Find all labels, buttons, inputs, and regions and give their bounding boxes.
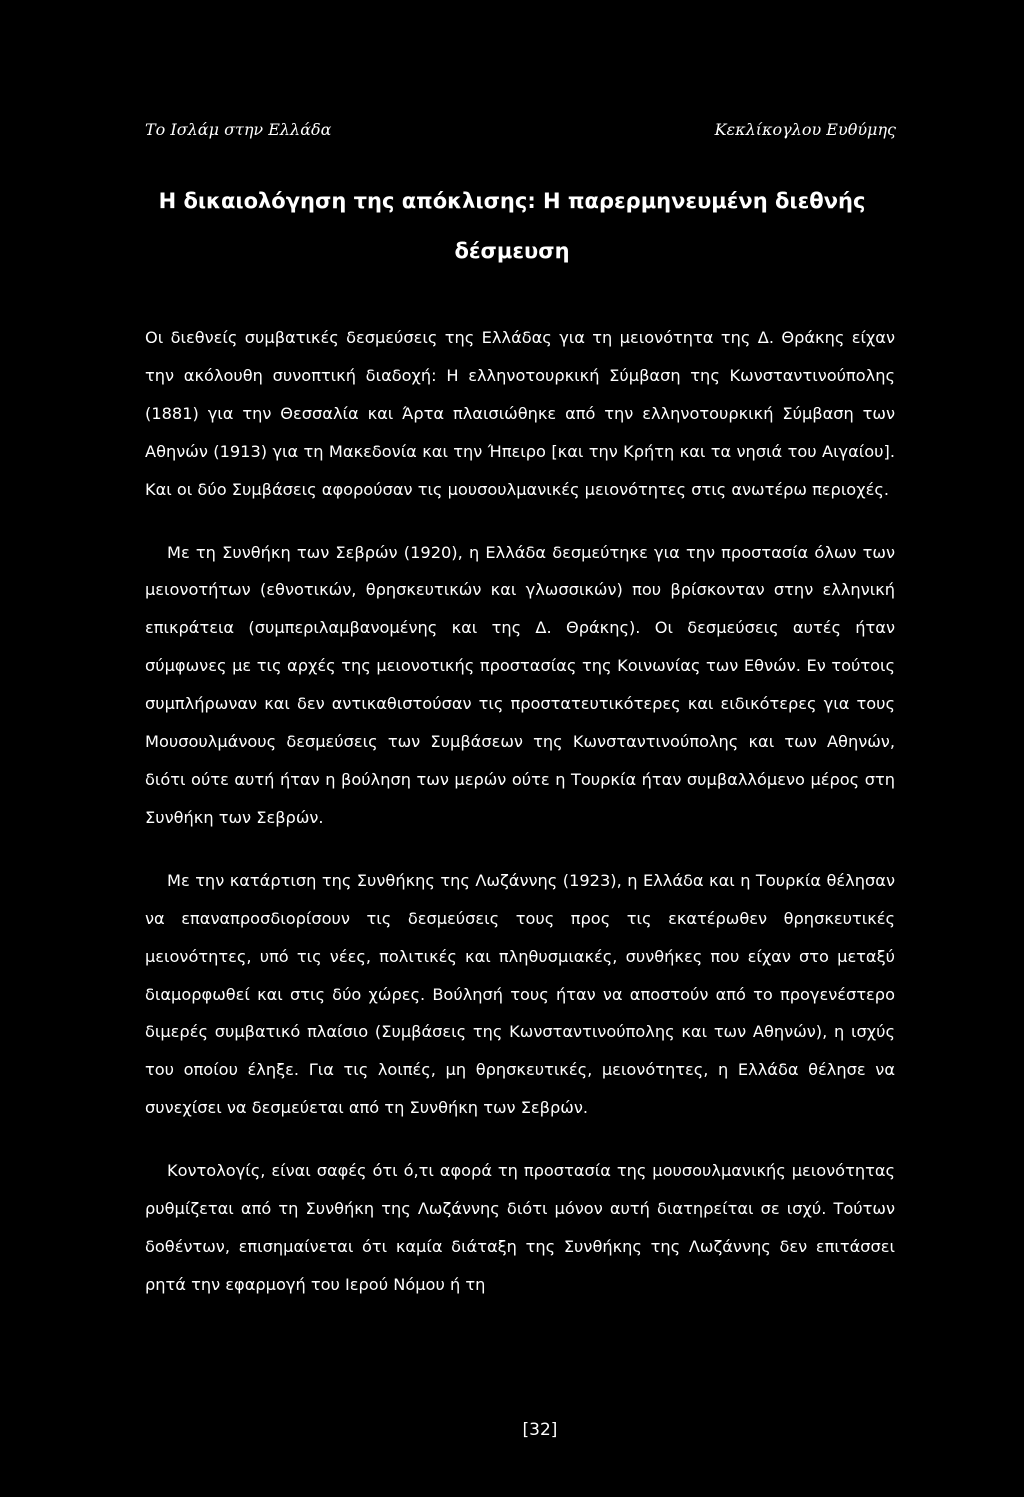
running-header <box>145 120 896 144</box>
section-title <box>120 176 904 276</box>
section-title-line-2: δέσμευση <box>454 239 570 263</box>
paragraph-2: Με τη Συνθήκη των Σεβρών (1920), η Ελλάδα δεσμεύτηκε για την προστασία όλων των μειονοτήτων (εθνοτικών, θρησκευτικών και γλωσσικών) που βρίσκονταν στην ελληνική επικράτεια (συμπεριλαμβανομένης και της Δ. Θράκης). Οι δεσμεύσεις αυτές ήταν σύμφωνες με τις αρχές της μειονοτικής προστασίας της Κοινωνίας των Εθνών. Εν τούτοις συμπλήρωναν και δεν αντικαθιστούσαν τις προστατευτικότερες και ειδικότερες για τους Μουσουλμάνους δεσμεύσεις των Συμβάσεων της Κωνσταντινούπολης και των Αθηνών, διότι ούτε αυτή ήταν η βούληση των μερών ούτε η Τουρκία ήταν συμβαλλόμενο μέρος στη Συνθήκη των Σεβρών. <box>145 542 895 827</box>
body-text <box>145 319 895 1304</box>
page-number: [32] <box>522 1420 558 1440</box>
header-book-title: Το Ισλάμ στην Ελλάδα <box>145 120 332 139</box>
section-title-line-1: Η δικαιολόγηση της απόκλισης: Η παρερμηνευμένη διεθνής <box>158 189 866 213</box>
paragraph-1: Οι διεθνείς συμβατικές δεσμεύσεις της Ελλάδας για τη μειονότητα της Δ. Θράκης είχαν την ακόλουθη συνοπτική διαδοχή: Η ελληνοτουρκική Σύμβαση της Κωνσταντινούπολης (1881) για την Θεσσαλία και Άρτα πλαισιώθηκε από την ελληνοτουρκική Σύμβαση των Αθηνών (1913) για τη Μακεδονία και την Ήπειρο [και την Κρήτη και τα νησιά του Αιγαίου]. Και οι δύο Συμβάσεις αφορούσαν τις μουσουλμανικές μειονότητες στις ανωτέρω περιοχές. <box>145 328 895 499</box>
header-author: Κεκλίκογλου Ευθύμης <box>714 120 896 139</box>
paragraph-3: Με την κατάρτιση της Συνθήκης της Λωζάννης (1923), η Ελλάδα και η Τουρκία θέλησαν να επαναπροσδιορίσουν τις δεσμεύσεις τους προς τις εκατέρωθεν θρησκευτικές μειονότητες, υπό τις νέες, πολιτικές και πληθυσμιακές, συνθήκες που είχαν στο μεταξύ διαμορφωθεί και στις δύο χώρες. Βούλησή τους ήταν να αποστούν από το προγενέστερο διμερές συμβατικό πλαίσιο (Συμβάσεις της Κωνσταντινούπολης και των Αθηνών), η ισχύς του οποίου έληξε. Για τις λοιπές, μη θρησκευτικές, μειονότητες, η Ελλάδα θέλησε να συνεχίσει να δεσμεύεται από τη Συνθήκη των Σεβρών. <box>145 870 895 1118</box>
paragraph-4: Κοντολογίς, είναι σαφές ότι ό,τι αφορά τη προστασία της μουσουλμανικής μειονότητας ρυθμίζεται από τη Συνθήκη της Λωζάννης διότι μόνον αυτή διατηρείται σε ισχύ. Τούτων δοθέντων, επισημαίνεται ότι καμία διάταξη της Συνθήκης της Λωζάννης δεν επιτάσσει ρητά την εφαρμογή του Ιερού Νόμου ή τη <box>145 1161 895 1294</box>
